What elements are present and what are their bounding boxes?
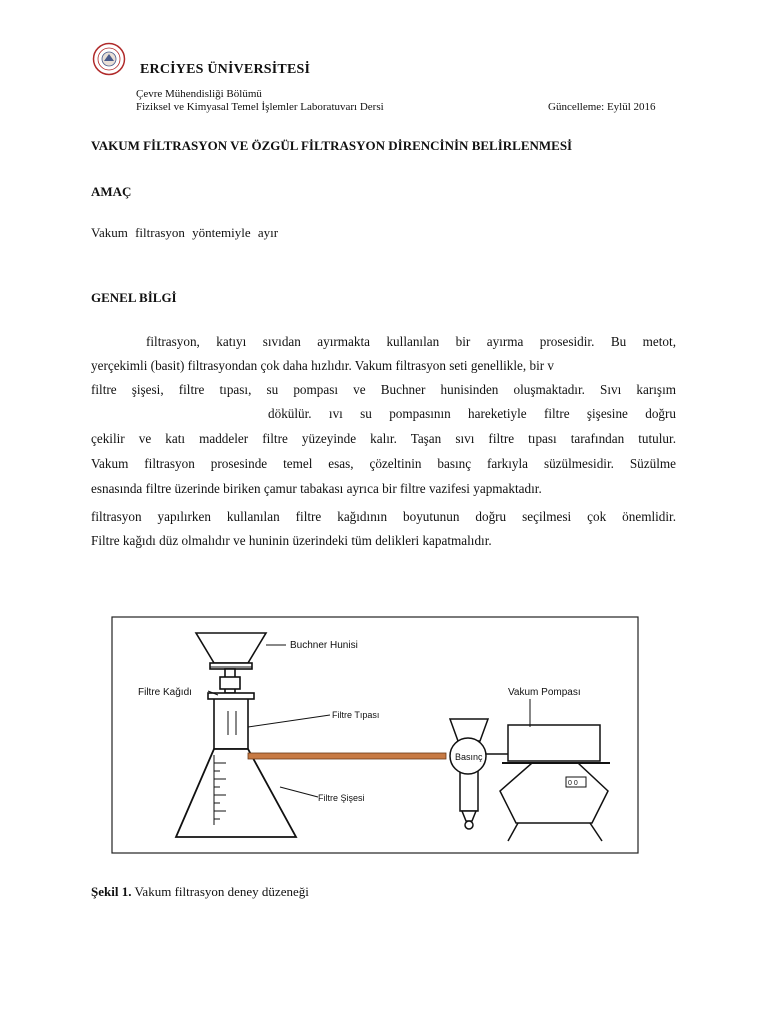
label-stopper: Filtre Tıpası [332, 710, 380, 720]
label-gauge: 0 0 [568, 780, 578, 787]
university-logo [92, 42, 126, 76]
paragraph-line: esnasında filtre üzerinde biriken çamur tabakası ayrıca bir filtre vazifesi yapmaktadır. [91, 481, 542, 496]
paragraph-line: Vakum filtrasyon prosesinde temel esas, çözeltinin basınç farkıyla süzülmesidir. Süzülme [91, 456, 676, 471]
paragraph-line: yerçekimli (basit) filtrasyondan çok daha hızlıdır. Vakum filtrasyon seti genellikle, bir v [91, 358, 555, 373]
paragraph-line: çekilir ve katı maddeler filtre yüzeyinde kalır. Taşan sıvı filtre tıpası tarafından tutulur. [91, 431, 676, 446]
university-name: ERCİYES ÜNİVERSİTESİ [140, 62, 311, 77]
flask-neck [208, 693, 254, 749]
paragraph-line: Filtre kağıdı düz olmalıdır ve huninin üzerindeki tüm delikleri kapatmalıdır. [91, 533, 492, 548]
vacuum-hose [248, 753, 446, 759]
figure-caption [91, 884, 309, 900]
paragraph-line: dökülür. ıvı su pompasının hareketiyle filtre şişesine doğru [268, 406, 676, 421]
caption-label: Şekil 1. [91, 884, 132, 899]
paragraph-line: filtrasyon, katıyı sıvıdan ayırmakta kullanılan bir ayırma prosesidir. Bu metot, [146, 334, 676, 349]
update-date: Güncelleme: Eylül 2016 [548, 101, 656, 113]
label-pressure: Basınç [455, 752, 483, 762]
paragraph-line: filtre şişesi, filtre tıpası, su pompası ve Buchner hunisinden oluşmaktadır. Sıvı karışım [91, 382, 676, 397]
paragraph-line: filtrasyon yapılırken kullanılan filtre kağıdının boyutunun doğru seçilmesi çok önemlidir. [91, 509, 676, 524]
label-filter-paper: Filtre Kağıdı [138, 687, 192, 698]
document-title: VAKUM FİLTRASYON VE ÖZGÜL FİLTRASYON DİRENCİNİN BELİRLENMESİ [91, 138, 573, 153]
aim-text: Vakum filtrasyon yöntemiyle ayır [91, 225, 279, 240]
vacuum-filtration-diagram [110, 615, 640, 855]
course-name: Fiziksel ve Kimyasal Temel İşlemler Laboratuvarı Dersi [136, 101, 384, 113]
aim-heading: AMAÇ [91, 184, 132, 199]
caption-text: Vakum filtrasyon deney düzeneği [131, 884, 309, 899]
department-name: Çevre Mühendisliği Bölümü [136, 88, 262, 100]
general-info-heading: GENEL BİLGİ [91, 290, 177, 305]
label-flask: Filtre Şişesi [318, 793, 365, 803]
label-buchner: Buchner Hunisi [290, 640, 358, 651]
label-pump: Vakum Pompası [508, 687, 581, 698]
